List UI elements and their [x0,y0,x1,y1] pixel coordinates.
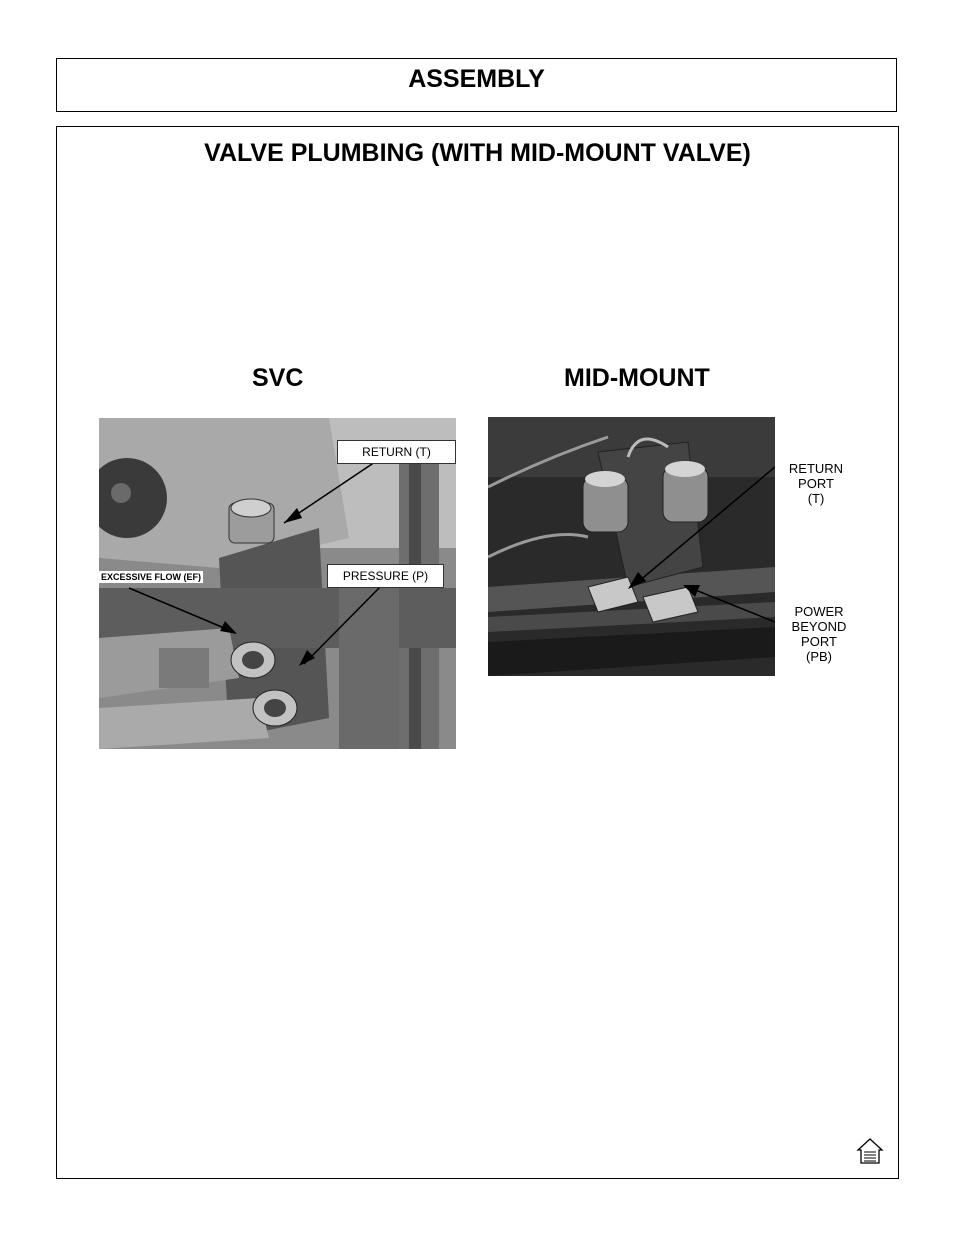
callout-power-line3: PORT [801,634,837,649]
callout-return-line3: (T) [807,491,825,506]
page-header-title: ASSEMBLY [408,65,545,93]
callout-power-line4: (PB) [806,649,832,664]
section-title: VALVE PLUMBING (WITH MID-MOUNT VALVE) [204,139,751,167]
svc-callout-return: RETURN (T) [337,440,456,464]
callout-power-line1: POWER [794,604,844,619]
svc-heading: SVC [252,364,304,392]
mid-mount-callout-power-beyond [780,604,858,664]
mid-mount-callout-return [780,461,852,506]
mid-mount-valve-photo [488,417,775,676]
callout-return-line1: RETURN [788,461,844,476]
header-box [56,58,897,112]
mid-mount-heading: MID-MOUNT [564,364,710,392]
callout-return-line2: PORT [798,476,834,491]
callout-power-line2: BEYOND [791,619,847,634]
svc-callout-excessive-flow: EXCESSIVE FLOW (EF) [101,572,202,582]
svc-callout-pressure: PRESSURE (P) [327,564,444,588]
home-icon[interactable] [856,1137,884,1165]
